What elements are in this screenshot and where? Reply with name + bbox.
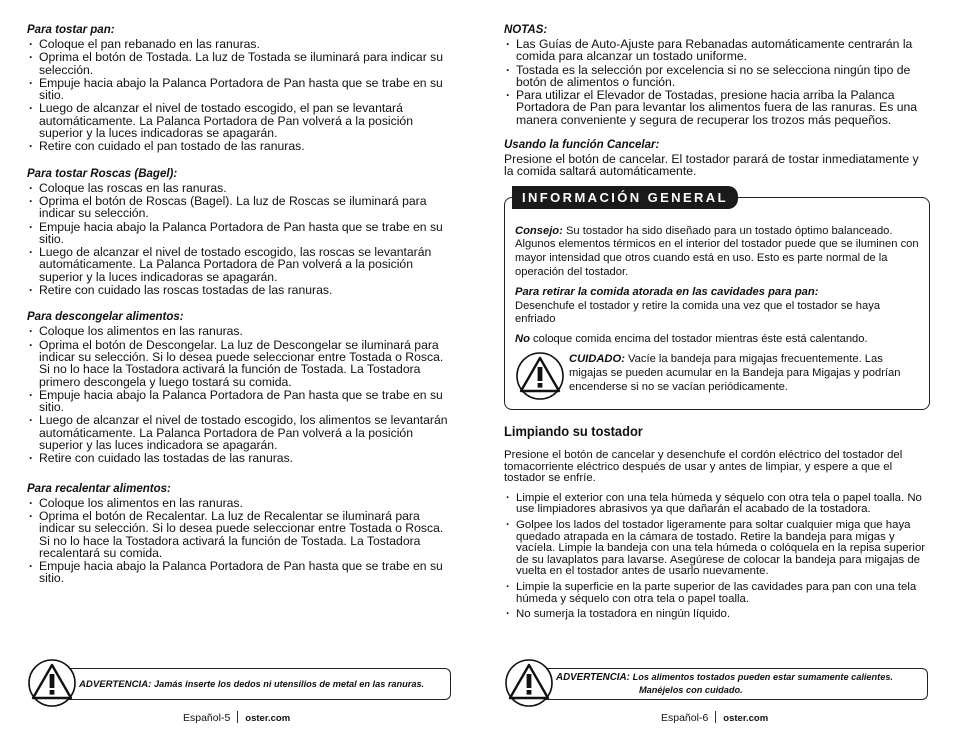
list-item: · Retire con cuidado las roscas tostadas de las ranuras. xyxy=(27,284,452,296)
list-item: · Empuje hacia abajo la Palanca Portadora de Pan hasta que se trabe en su sitio. xyxy=(27,560,452,585)
warning-label: ADVERTENCIA: xyxy=(79,678,152,690)
list-item: · Golpee los lados del tostador ligeramente para soltar cualquier miga que haya quedado atrapada en la cámara de tostado. Retire la bandeja para migas y vacíela. Limpie la bandeja con una tela húmeda o colóquela en la repisa superior de su lavaplatos para lavarse. Asegúrese de colocar la bandeja para migajas de vuelta en el tostador antes de usarlo nuevamente. xyxy=(504,520,930,578)
list-item: · Para utilizar el Elevador de Tostadas, presione hacia arriba la Palanca Portadora de Pan para levantar los alimentos fuera de las ranuras. Es una manera conveniente y segura de recuperar los trozos más pequeños. xyxy=(504,89,930,126)
bullet-list xyxy=(504,493,930,621)
list-item: · Retire con cuidado las tostadas de las ranuras. xyxy=(27,452,452,464)
section-bagel xyxy=(27,168,452,297)
section-title: Usando la función Cancelar: xyxy=(504,139,660,152)
warning-text-block xyxy=(556,671,893,697)
section-cancel xyxy=(504,139,930,178)
tip-paragraph xyxy=(515,225,919,280)
no-paragraph xyxy=(515,333,919,347)
warning-triangle-icon xyxy=(515,351,565,401)
caution-text-block xyxy=(569,353,919,394)
paragraph: Presione el botón de cancelar. El tostador parará de tostar inmediatamente y la comida saltará automáticamente. xyxy=(504,152,919,179)
section-title: Para recalentar alimentos: xyxy=(27,482,171,495)
warning-text: Los alimentos tostados pueden estar sumamente calientes. xyxy=(632,672,893,682)
tip-text: Su tostador ha sido diseñado para un tostado óptimo balanceado. Algunos elementos térmicos en el interior del tostador puede que se iluminen con mayor intensidad que otros cuando está en uso. Esto es parte normal de la operación del tostador. xyxy=(515,224,919,279)
bullet-list xyxy=(27,325,452,464)
list-item: · Luego de alcanzar el nivel de tostado escogido, los alimentos se levantarán automáticamente. La Palanca Portadora de Pan volverá a la posición superior y las luces indicadora se apagarán. xyxy=(27,414,452,451)
list-item: · Las Guías de Auto-Ajuste para Rebanadas automáticamente centrarán la comida para alcanzar un tostado uniforme. xyxy=(504,38,930,63)
info-tab-label: INFORMACIÓN GENERAL xyxy=(512,186,738,209)
section-defrost xyxy=(27,311,452,464)
caution-text: Vacíe la bandeja para migajas frecuentemente. Las migajas se pueden acumular en la Bandeja para Migajas y podrían encenderse si no se vacían periódicamente. xyxy=(569,353,901,393)
list-item: · Oprima el botón de Recalentar. La luz de Recalentar se iluminará para indicar su selección. Si lo desea puede seleccionar entre Tostada o Rosca. Si no lo hace la Tostadora activará la función de Tostada. La Tostadora recalentará su comida. xyxy=(27,510,452,559)
stuck-text: Desenchufe el tostador y retire la comida una vez que el tostador se haya enfriado xyxy=(515,299,881,326)
section-title: NOTAS: xyxy=(504,24,548,36)
general-info-box xyxy=(504,189,930,410)
caution-block xyxy=(515,353,919,401)
bullet-list xyxy=(504,38,930,126)
list-item: · Coloque las roscas en las ranuras. xyxy=(27,182,452,194)
warning-text-line2: Manéjelos con cuidado. xyxy=(639,685,743,695)
right-column xyxy=(504,24,930,625)
section-notes xyxy=(504,24,930,126)
warning-triangle-icon xyxy=(504,658,554,708)
list-item: · Retire con cuidado el pan tostado de las ranuras. xyxy=(27,140,452,152)
stuck-title: Para retirar la comida atorada en las cavidades para pan: xyxy=(515,285,819,298)
warning-triangle-icon xyxy=(27,658,77,708)
footer-site: oster.com xyxy=(723,713,769,724)
section-toast xyxy=(27,24,452,153)
no-text: coloque comida encima del tostador mientras éste está calentando. xyxy=(533,333,868,346)
footer-site: oster.com xyxy=(245,713,291,724)
warning-text: Jamás inserte los dedos ni utensilios de metal en las ranuras. xyxy=(154,678,425,689)
section-reheat xyxy=(27,483,452,585)
list-item: · Coloque los alimentos en las ranuras. xyxy=(27,497,452,509)
footer-left xyxy=(183,711,290,726)
list-item: · Empuje hacia abajo la Palanca Portadora de Pan hasta que se trabe en su sitio. xyxy=(27,221,452,246)
warning-text-block xyxy=(79,678,424,691)
page-number: Español-5 xyxy=(183,712,231,724)
list-item: · Limpie el exterior con una tela húmeda y séquelo con otra tela o papel toalla. No use limpiadores abrasivos ya que dañarán el acabado de la tostadora. xyxy=(504,493,930,516)
section-title: Para tostar pan: xyxy=(27,24,115,36)
section-title: Para descongelar alimentos: xyxy=(27,311,184,324)
warning-bar-right xyxy=(504,663,928,705)
list-item: · Empuje hacia abajo la Palanca Portadora de Pan hasta que se trabe en su sitio. xyxy=(27,77,452,102)
no-label: No xyxy=(515,333,530,346)
bullet-list xyxy=(27,497,452,585)
list-item: · Luego de alcanzar el nivel de tostado escogido, el pan se levantará automáticamente. La Palanca Portadora de Pan volverá a la posición superior y la luces indicadoras se apagarán. xyxy=(27,102,452,139)
caution-label: CUIDADO: xyxy=(569,353,625,366)
bullet-list xyxy=(27,182,452,297)
tip-label: Consejo: xyxy=(515,224,563,237)
page-number: Español-6 xyxy=(661,712,709,724)
footer-divider xyxy=(237,711,238,723)
list-item: · Oprima el botón de Tostada. La luz de Tostada se iluminará para indicar su selección. xyxy=(27,51,452,76)
list-item: · Limpie la superficie en la parte superior de las cavidades para pan con una tela húmeda y séquelo con otra tela o papel toalla. xyxy=(504,582,930,605)
list-item: · Coloque los alimentos en las ranuras. xyxy=(27,325,452,337)
warning-bar-left xyxy=(27,663,451,705)
left-column xyxy=(27,24,452,600)
bullet-list xyxy=(27,38,452,153)
cleaning-body xyxy=(504,450,930,621)
cleaning-intro: Presione el botón de cancelar y desenchufe el cordón eléctrico del tostador del tomacorriente eléctrico después de usar y antes de limpiar, y espere a que el tostador se enfríe. xyxy=(504,449,903,485)
list-item: · Coloque el pan rebanado en las ranuras. xyxy=(27,38,452,50)
section-title: Para tostar Roscas (Bagel): xyxy=(27,167,178,180)
list-item: · Oprima el botón de Roscas (Bagel). La luz de Roscas se iluminará para indicar su selección. xyxy=(27,195,452,220)
footer-right xyxy=(661,711,768,726)
list-item: · Tostada es la selección por excelencia si no se selecciona ningún tipo de botón de alimentos o función. xyxy=(504,64,930,89)
footer-divider xyxy=(715,711,716,723)
list-item: · No sumerja la tostadora en ningún líquido. xyxy=(504,609,930,621)
list-item: · Oprima el botón de Descongelar. La luz de Descongelar se iluminará para indicar su selección. Si lo desea puede seleccionar entre Tostada o Rosca. Si no lo hace la Tostadora activará la función de Tostada. La Tostadora primero descongela y luego tostará su comida. xyxy=(27,339,452,388)
warning-label: ADVERTENCIA: xyxy=(556,672,630,683)
list-item: · Luego de alcanzar el nivel de tostado escogido, las roscas se levantarán automáticamente. La Palanca Portadora de Pan volverá a la posición superior y la luces indicadoras se apagarán. xyxy=(27,246,452,283)
cleaning-title: Limpiando su tostador xyxy=(504,423,643,440)
list-item: · Empuje hacia abajo la Palanca Portadora de Pan hasta que se trabe en su sitio. xyxy=(27,389,452,414)
